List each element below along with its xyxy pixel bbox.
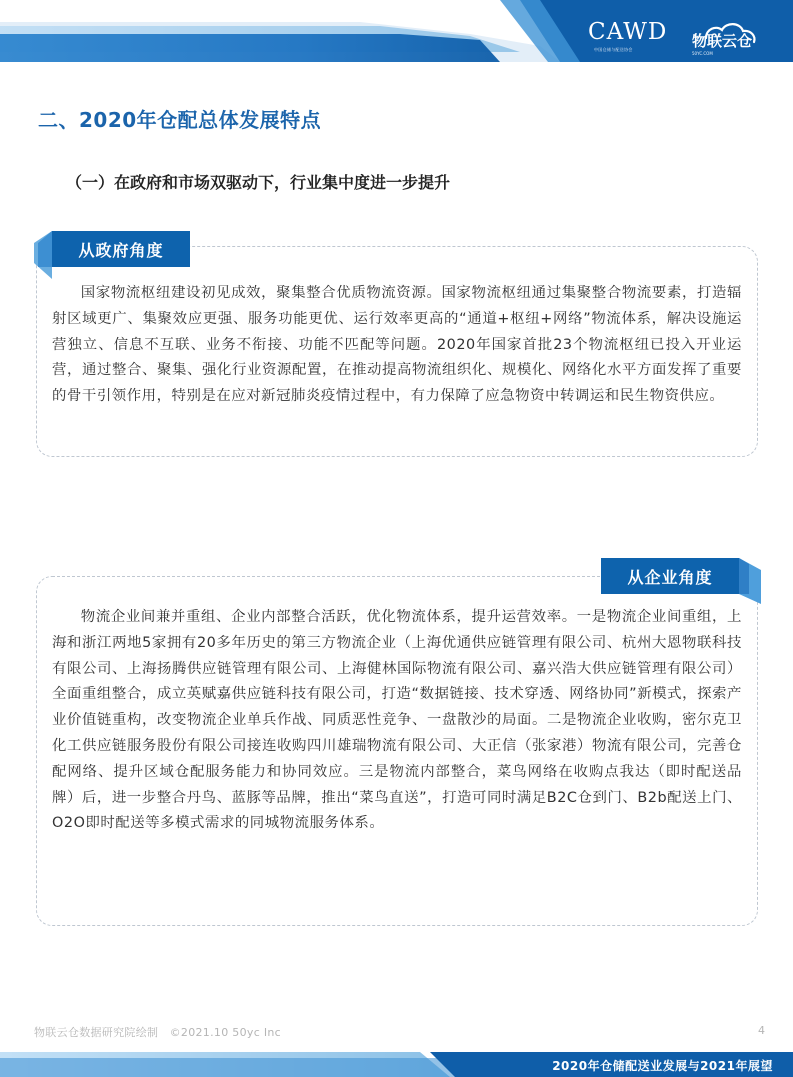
page-number: 4 — [758, 1024, 765, 1037]
header-band — [0, 0, 793, 62]
header-logos — [588, 19, 753, 60]
government-perspective-text: 国家物流枢纽建设初见成效，聚集整合优质物流资源。国家物流枢纽通过集聚整合物流要素，打造辐射区域更广、集聚效应更强、服务功能更优、运行效率更高的“通道+枢纽+网络”物流体系，解决设施运营独立、信息不互联、业务不衔接、功能不匹配等问题。2020年国家首批23个物流枢纽已投入开业运营，通过整合、聚集、强化行业资源配置，在推动提高物流组织化、规模化、网络化水平方面发挥了重要的骨干引领作用，特别是在应对新冠肺炎疫情过程中，有力保障了应急物资中转调运和民生物资供应。 — [52, 285, 742, 405]
tag-fold-right — [739, 558, 761, 604]
sub-title: （一）在政府和市场双驱动下，行业集中度进一步提升 — [66, 173, 451, 192]
brand-logo — [688, 20, 768, 60]
header-band-graphic — [0, 0, 793, 62]
brand-text: 物联云仓 — [692, 32, 753, 50]
tag-fold-left — [34, 231, 52, 279]
brand-subtext: 50YC.COM — [692, 51, 713, 56]
enterprise-perspective-tag: 从企业角度 — [601, 558, 739, 594]
section-title: 二、2020年仓配总体发展特点 — [38, 108, 322, 132]
enterprise-perspective-text: 物流企业间兼并重组、企业内部整合活跃，优化物流体系，提升运营效率。一是物流企业间重组，上海和浙江两地5家拥有20多年历史的第三方物流企业（上海优通供应链管理有限公司、杭州大恩物联科技有限公司、上海扬腾供应链管理有限公司、上海健林国际物流有限公司、嘉兴浩大供应链管理有限公司）全面重组整合，成立英赋嘉供应链科技有限公司，打造“数据链接、技术穿透、网络协同”新模式，探索产业价值链重构，改变物流企业单兵作战、同质恶性竞争、一盘散沙的局面。二是物流企业收购，密尔克卫化工供应链服务股份有限公司接连收购四川雄瑞物流有限公司、大正信（张家港）物流有限公司，完善仓配网络、提升区域仓配服务能力和协同效应。三是物流内部整合，菜鸟网络在收购点我达（即时配送品牌）后，进一步整合丹鸟、蓝豚等品牌，推出“菜鸟直送”，打造可同时满足B2C仓到门、B2b配送上门、O2O即时配送等多模式需求的同城物流服务体系。 — [52, 609, 742, 832]
cawd-logo-subtext: 中国仓储与配送协会 — [594, 47, 633, 52]
footer-credit: 物联云仓数据研究院绘制 ©2021.10 50yc Inc — [34, 1026, 281, 1039]
government-perspective-tag: 从政府角度 — [52, 231, 190, 267]
cawd-logo: CAWD — [588, 19, 668, 45]
report-title: 2020年仓储配送业发展与2021年展望 — [552, 1059, 773, 1073]
